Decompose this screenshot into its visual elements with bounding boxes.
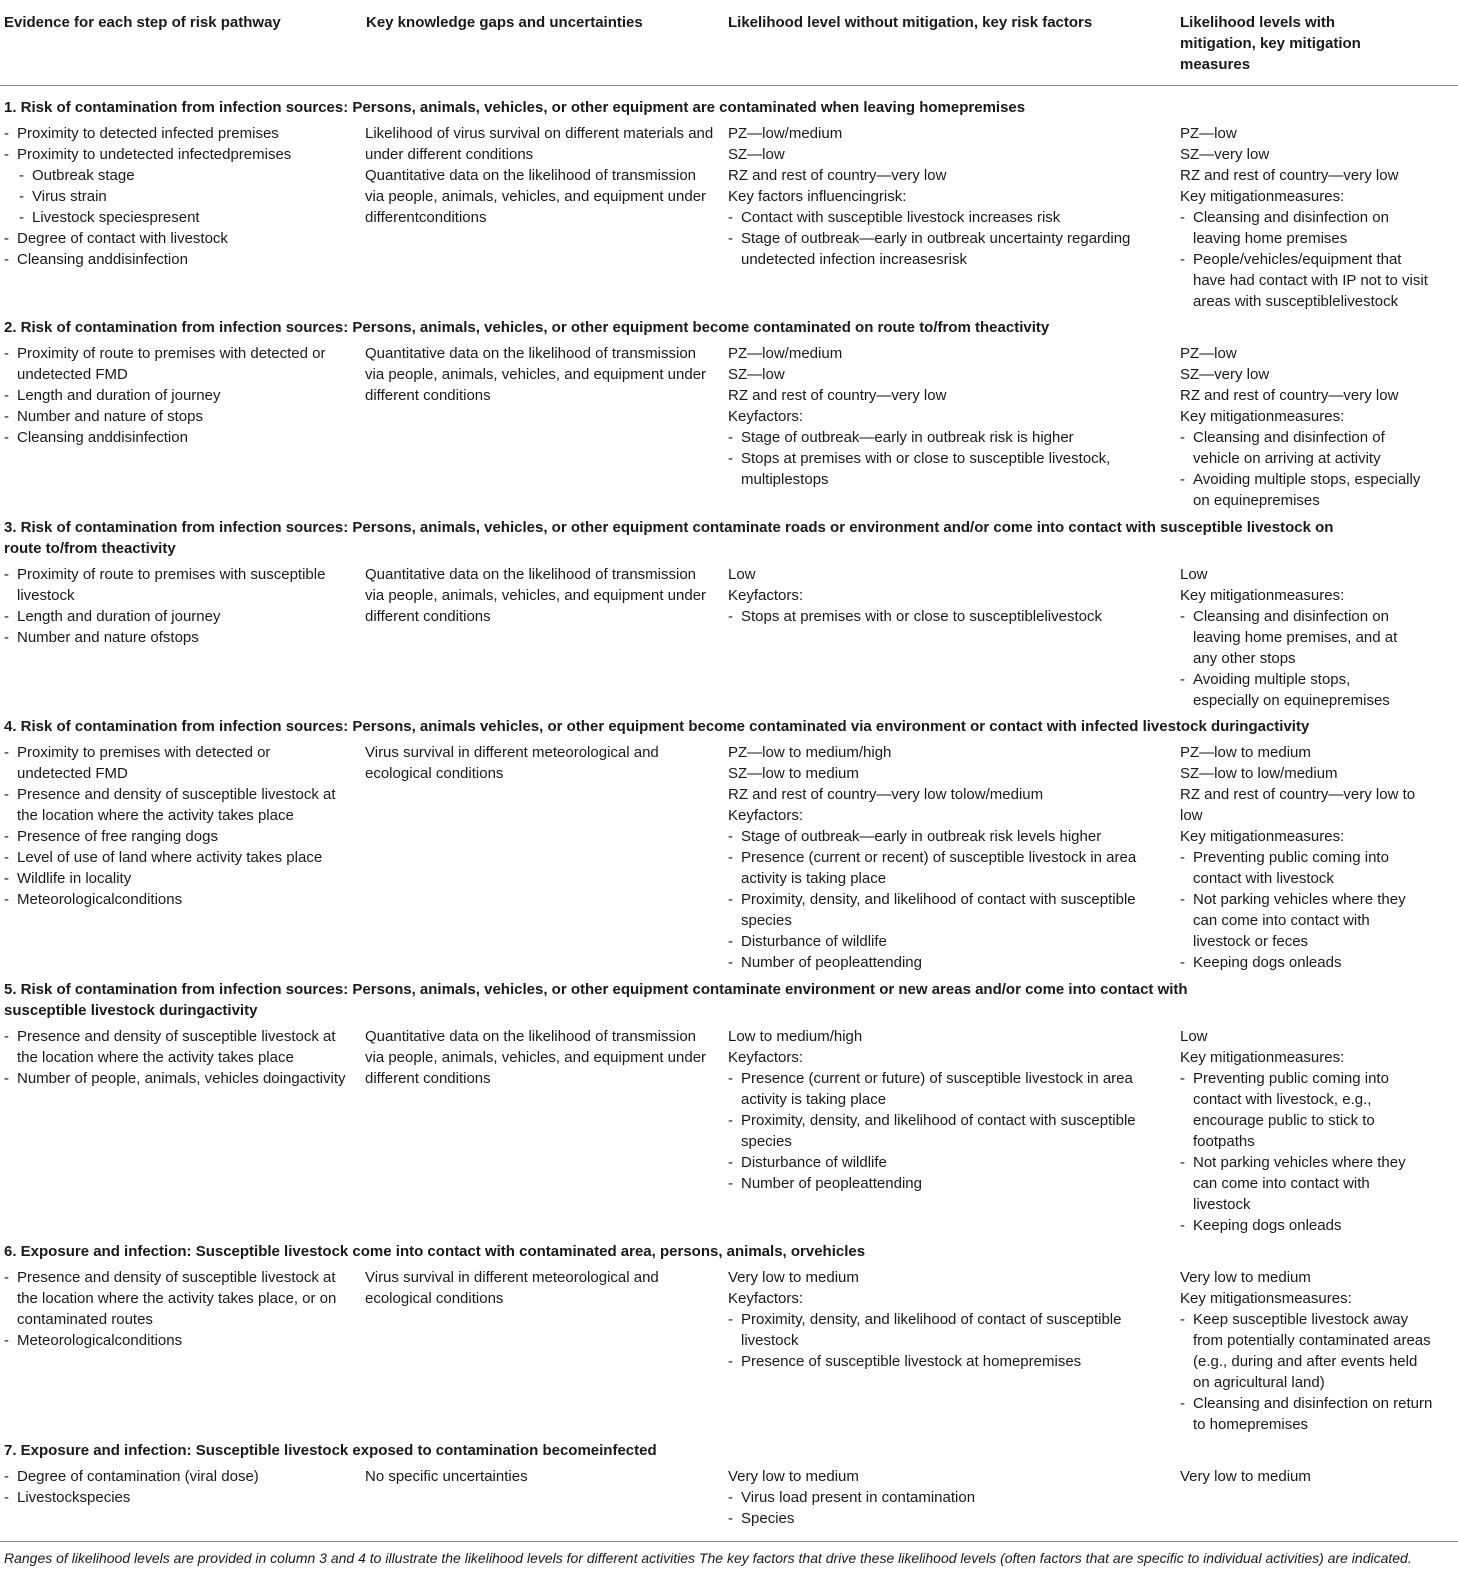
header-col4-line: mitigation, key mitigation bbox=[1180, 35, 1361, 52]
list-item: - Presence and density of susceptible livestock at bbox=[4, 1026, 354, 1047]
cell-text: via people, animals, vehicles, and equipment under bbox=[365, 188, 707, 205]
list-item: - Level of use of land where activity takes place bbox=[4, 847, 354, 868]
list-item: - Cleansing and disinfection on bbox=[1180, 606, 1455, 627]
section-column-2 bbox=[365, 1026, 720, 1089]
section-column-1 bbox=[4, 1466, 354, 1508]
list-item: - Keep susceptible livestock away bbox=[1180, 1309, 1455, 1330]
cell-text: Key mitigationmeasures: bbox=[1180, 408, 1345, 425]
list-item: - Livestockspecies bbox=[4, 1487, 354, 1508]
list-item-continuation: to homepremises bbox=[1193, 1416, 1309, 1433]
cell-text: Key mitigationsmeasures: bbox=[1180, 1290, 1352, 1307]
list-item: - Preventing public coming into bbox=[1180, 847, 1455, 868]
cell-text: Low bbox=[1180, 1028, 1208, 1045]
list-item: - Proximity to undetected infectedpremises bbox=[4, 144, 354, 165]
section-column-3 bbox=[728, 1026, 1158, 1194]
cell-text: Quantitative data on the likelihood of transmission bbox=[365, 345, 697, 362]
section-title: 5. Risk of contamination from infection sources: Persons, animals, vehicles, or other equipment contaminate environment or new areas and/or come into contact with bbox=[4, 981, 1188, 998]
cell-text: different conditions bbox=[365, 608, 491, 625]
cell-text: Low bbox=[1180, 566, 1208, 583]
cell-text: PZ—low/medium bbox=[728, 345, 843, 362]
list-item: - Presence of free ranging dogs bbox=[4, 826, 354, 847]
list-item-continuation: vehicle on arriving at activity bbox=[1193, 450, 1381, 467]
header-col4-line: measures bbox=[1180, 56, 1251, 73]
list-item: - Proximity, density, and likelihood of contact with susceptible bbox=[728, 1110, 1158, 1131]
section-column-1 bbox=[4, 742, 354, 910]
cell-text: ecological conditions bbox=[365, 765, 504, 782]
section-column-1 bbox=[4, 564, 354, 648]
section-column-2 bbox=[365, 123, 720, 228]
cell-text: under different conditions bbox=[365, 146, 534, 163]
cell-text: Very low to medium bbox=[1180, 1269, 1311, 1286]
list-item-continuation: leaving home premises, and at bbox=[1193, 629, 1398, 646]
section-column-2 bbox=[365, 343, 720, 406]
header-likelihood-with-mitigation bbox=[1180, 12, 1361, 75]
list-item: - Virus load present in contamination bbox=[728, 1487, 1158, 1508]
cell-text: PZ—low to medium bbox=[1180, 744, 1311, 761]
list-item: - Length and duration of journey bbox=[4, 385, 354, 406]
header-likelihood-without-mitigation: Likelihood level without mitigation, key risk factors bbox=[728, 14, 1093, 31]
section-column-3 bbox=[728, 564, 1158, 627]
cell-text: different conditions bbox=[365, 1070, 491, 1087]
section-column-2 bbox=[365, 742, 720, 784]
cell-text: Keyfactors: bbox=[728, 408, 804, 425]
list-item: - Meteorologicalconditions bbox=[4, 889, 354, 910]
list-item: - People/vehicles/equipment that bbox=[1180, 249, 1455, 270]
cell-text: SZ—low to medium bbox=[728, 765, 859, 782]
list-item: - Not parking vehicles where they bbox=[1180, 889, 1455, 910]
list-item: - Degree of contamination (viral dose) bbox=[4, 1466, 354, 1487]
cell-text: via people, animals, vehicles, and equipment under bbox=[365, 366, 707, 383]
section-column-4 bbox=[1180, 1466, 1455, 1487]
section-column-1 bbox=[4, 123, 354, 270]
list-item: - Proximity of route to premises with detected or bbox=[4, 343, 354, 364]
section-title: 3. Risk of contamination from infection sources: Persons, animals, vehicles, or other equipment contaminate roads or environment and/or come into contact with susceptible livestock on bbox=[4, 519, 1334, 536]
list-item: - Outbreak stage bbox=[4, 165, 354, 186]
header-evidence: Evidence for each step of risk pathway bbox=[4, 14, 281, 31]
cell-text: via people, animals, vehicles, and equipment under bbox=[365, 1049, 707, 1066]
cell-text: Keyfactors: bbox=[728, 587, 804, 604]
cell-text: Low to medium/high bbox=[728, 1028, 863, 1045]
section-column-4 bbox=[1180, 343, 1455, 511]
list-item: - Proximity to premises with detected or bbox=[4, 742, 354, 763]
list-item-continuation: contact with livestock bbox=[1193, 870, 1334, 887]
list-item-continuation: species bbox=[741, 1133, 792, 1150]
section-column-1 bbox=[4, 343, 354, 448]
section-title: susceptible livestock duringactivity bbox=[4, 1002, 258, 1019]
list-item-continuation: especially on equinepremises bbox=[1193, 692, 1390, 709]
list-item: - Not parking vehicles where they bbox=[1180, 1152, 1455, 1173]
cell-text: SZ—low bbox=[728, 146, 785, 163]
list-item: - Number and nature ofstops bbox=[4, 627, 354, 648]
section-column-2 bbox=[365, 564, 720, 627]
cell-text: Key factors influencingrisk: bbox=[728, 188, 907, 205]
list-item-continuation: can come into contact with bbox=[1193, 912, 1370, 929]
list-item: - Avoiding multiple stops, especially bbox=[1180, 469, 1455, 490]
list-item-continuation: on agricultural land) bbox=[1193, 1374, 1325, 1391]
section-title: 2. Risk of contamination from infection sources: Persons, animals, vehicles, or other equipment become contaminated on route to/from theactivity bbox=[4, 319, 1050, 336]
section-title: 1. Risk of contamination from infection sources: Persons, animals, vehicles, or other equipment are contaminated when leaving homepremises bbox=[4, 99, 1026, 116]
list-item: - Preventing public coming into bbox=[1180, 1068, 1455, 1089]
cell-text: Key mitigationmeasures: bbox=[1180, 587, 1345, 604]
list-item-continuation: livestock bbox=[1193, 1196, 1251, 1213]
list-item: - Proximity to detected infected premises bbox=[4, 123, 354, 144]
list-item-continuation: areas with susceptiblelivestock bbox=[1193, 293, 1399, 310]
cell-text: No specific uncertainties bbox=[365, 1468, 528, 1485]
list-item: - Cleansing and disinfection on return bbox=[1180, 1393, 1455, 1414]
section-title: route to/from theactivity bbox=[4, 540, 176, 557]
list-item: - Contact with susceptible livestock increases risk bbox=[728, 207, 1158, 228]
list-item: - Presence (current or future) of susceptible livestock in area bbox=[728, 1068, 1158, 1089]
list-item-continuation: the location where the activity takes place, or on bbox=[17, 1290, 337, 1307]
list-item-continuation: have had contact with IP not to visit bbox=[1193, 272, 1428, 289]
list-item-continuation: undetected FMD bbox=[17, 366, 128, 383]
list-item: - Wildlife in locality bbox=[4, 868, 354, 889]
cell-text: SZ—low to low/medium bbox=[1180, 765, 1338, 782]
list-item-continuation: footpaths bbox=[1193, 1133, 1255, 1150]
section-column-1 bbox=[4, 1267, 354, 1351]
list-item: - Cleansing anddisinfection bbox=[4, 427, 354, 448]
cell-text: RZ and rest of country—very low bbox=[1180, 167, 1399, 184]
list-item-continuation: species bbox=[741, 912, 792, 929]
list-item-continuation: livestock or feces bbox=[1193, 933, 1309, 950]
section-title: 6. Exposure and infection: Susceptible livestock come into contact with contaminated area, persons, animals, orvehicles bbox=[4, 1243, 866, 1260]
cell-text: Quantitative data on the likelihood of transmission bbox=[365, 1028, 697, 1045]
list-item-continuation: livestock bbox=[741, 1332, 799, 1349]
section-column-4 bbox=[1180, 123, 1455, 312]
list-item-continuation: activity is taking place bbox=[741, 870, 887, 887]
list-item: - Cleansing and disinfection on bbox=[1180, 207, 1455, 228]
section-column-1 bbox=[4, 1026, 354, 1089]
list-item: - Keeping dogs onleads bbox=[1180, 952, 1455, 973]
cell-text: SZ—low bbox=[728, 366, 785, 383]
cell-text: Very low to medium bbox=[728, 1269, 859, 1286]
cell-text: Very low to medium bbox=[1180, 1468, 1311, 1485]
section-column-2 bbox=[365, 1267, 720, 1309]
cell-text: Likelihood of virus survival on different materials and bbox=[365, 125, 714, 142]
section-column-4 bbox=[1180, 742, 1455, 973]
list-item-continuation: activity is taking place bbox=[741, 1091, 887, 1108]
cell-text: PZ—low/medium bbox=[728, 125, 843, 142]
list-item-continuation: on equinepremises bbox=[1193, 492, 1320, 509]
list-item-continuation: the location where the activity takes place bbox=[17, 1049, 294, 1066]
list-item-continuation: encourage public to stick to bbox=[1193, 1112, 1375, 1129]
list-item: - Stops at premises with or close to susceptible livestock, bbox=[728, 448, 1158, 469]
list-item-continuation: from potentially contaminated areas bbox=[1193, 1332, 1431, 1349]
section-column-3 bbox=[728, 1466, 1158, 1529]
cell-text: SZ—very low bbox=[1180, 366, 1270, 383]
list-item: - Presence and density of susceptible livestock at bbox=[4, 784, 354, 805]
footer-rule bbox=[0, 1541, 1458, 1542]
cell-text: RZ and rest of country—very low bbox=[728, 387, 947, 404]
list-item: - Proximity of route to premises with susceptible bbox=[4, 564, 354, 585]
cell-text: Key mitigationmeasures: bbox=[1180, 1049, 1345, 1066]
list-item-continuation: any other stops bbox=[1193, 650, 1296, 667]
cell-text: PZ—low bbox=[1180, 345, 1237, 362]
list-item: - Proximity, density, and likelihood of contact of susceptible bbox=[728, 1309, 1158, 1330]
list-item: - Stops at premises with or close to susceptiblelivestock bbox=[728, 606, 1158, 627]
cell-text: RZ and rest of country—very low to bbox=[1180, 786, 1416, 803]
cell-text: RZ and rest of country—very low tolow/medium bbox=[728, 786, 1044, 803]
section-column-3 bbox=[728, 1267, 1158, 1372]
cell-text: Virus survival in different meteorological and bbox=[365, 744, 659, 761]
list-item-continuation: can come into contact with bbox=[1193, 1175, 1370, 1192]
list-item: - Presence (current or recent) of susceptible livestock in area bbox=[728, 847, 1158, 868]
list-item: - Number and nature of stops bbox=[4, 406, 354, 427]
section-title: 7. Exposure and infection: Susceptible livestock exposed to contamination becomeinfected bbox=[4, 1442, 657, 1459]
cell-text: Virus survival in different meteorological and bbox=[365, 1269, 659, 1286]
list-item-continuation: (e.g., during and after events held bbox=[1193, 1353, 1418, 1370]
cell-text: SZ—very low bbox=[1180, 146, 1270, 163]
list-item-continuation: contaminated routes bbox=[17, 1311, 153, 1328]
cell-text: Keyfactors: bbox=[728, 1290, 804, 1307]
list-item: - Disturbance of wildlife bbox=[728, 931, 1158, 952]
section-column-3 bbox=[728, 123, 1158, 270]
list-item: - Cleansing and disinfection of bbox=[1180, 427, 1455, 448]
list-item: - Keeping dogs onleads bbox=[1180, 1215, 1455, 1236]
cell-text: Keyfactors: bbox=[728, 807, 804, 824]
header-rule bbox=[0, 85, 1458, 86]
cell-text: PZ—low bbox=[1180, 125, 1237, 142]
list-item-continuation: livestock bbox=[17, 587, 75, 604]
cell-text: RZ and rest of country—very low bbox=[1180, 387, 1399, 404]
list-item: - Presence of susceptible livestock at homepremises bbox=[728, 1351, 1158, 1372]
section-column-4 bbox=[1180, 1267, 1455, 1435]
list-item: - Disturbance of wildlife bbox=[728, 1152, 1158, 1173]
cell-text: Very low to medium bbox=[728, 1468, 859, 1485]
cell-text: Key mitigationmeasures: bbox=[1180, 188, 1345, 205]
cell-text: different conditions bbox=[365, 387, 491, 404]
cell-text: Keyfactors: bbox=[728, 1049, 804, 1066]
cell-text: ecological conditions bbox=[365, 1290, 504, 1307]
list-item: - Species bbox=[728, 1508, 1158, 1529]
cell-text: Low bbox=[728, 566, 756, 583]
list-item-continuation: multiplestops bbox=[741, 471, 829, 488]
list-item: - Proximity, density, and likelihood of contact with susceptible bbox=[728, 889, 1158, 910]
list-item: - Stage of outbreak—early in outbreak risk is higher bbox=[728, 427, 1158, 448]
section-column-2 bbox=[365, 1466, 720, 1487]
cell-text: low bbox=[1180, 807, 1203, 824]
list-item: - Degree of contact with livestock bbox=[4, 228, 354, 249]
header-col4-line: Likelihood levels with bbox=[1180, 14, 1336, 31]
list-item: - Presence and density of susceptible livestock at bbox=[4, 1267, 354, 1288]
section-column-4 bbox=[1180, 1026, 1455, 1236]
list-item-continuation: contact with livestock, e.g., bbox=[1193, 1091, 1372, 1108]
list-item: - Virus strain bbox=[4, 186, 354, 207]
cell-text: RZ and rest of country—very low bbox=[728, 167, 947, 184]
section-title: 4. Risk of contamination from infection sources: Persons, animals vehicles, or other equipment become contaminated via environment or contact with infected livestock duringactivity bbox=[4, 718, 1310, 735]
list-item-continuation: undetected infection increasesrisk bbox=[741, 251, 967, 268]
table-footnote: Ranges of likelihood levels are provided in column 3 and 4 to illustrate the likelihood levels for different activities The key factors that drive these likelihood levels (often factors that are specific to individual activities) are indicated. bbox=[4, 1550, 1412, 1566]
list-item: - Number of people, animals, vehicles doingactivity bbox=[4, 1068, 354, 1089]
list-item-continuation: undetected FMD bbox=[17, 765, 128, 782]
section-column-3 bbox=[728, 742, 1158, 973]
list-item: - Stage of outbreak—early in outbreak uncertainty regarding bbox=[728, 228, 1158, 249]
section-column-4 bbox=[1180, 564, 1455, 711]
list-item-continuation: the location where the activity takes place bbox=[17, 807, 294, 824]
list-item-continuation: leaving home premises bbox=[1193, 230, 1348, 247]
section-column-3 bbox=[728, 343, 1158, 490]
list-item: - Avoiding multiple stops, bbox=[1180, 669, 1455, 690]
cell-text: differentconditions bbox=[365, 209, 487, 226]
cell-text: Key mitigationmeasures: bbox=[1180, 828, 1345, 845]
list-item: - Number of peopleattending bbox=[728, 1173, 1158, 1194]
cell-text: PZ—low to medium/high bbox=[728, 744, 892, 761]
list-item: - Livestock speciespresent bbox=[4, 207, 354, 228]
cell-text: Quantitative data on the likelihood of transmission bbox=[365, 167, 697, 184]
header-knowledge-gaps: Key knowledge gaps and uncertainties bbox=[366, 14, 643, 31]
list-item: - Number of peopleattending bbox=[728, 952, 1158, 973]
list-item: - Stage of outbreak—early in outbreak risk levels higher bbox=[728, 826, 1158, 847]
list-item: - Length and duration of journey bbox=[4, 606, 354, 627]
cell-text: via people, animals, vehicles, and equipment under bbox=[365, 587, 707, 604]
list-item: - Meteorologicalconditions bbox=[4, 1330, 354, 1351]
list-item: - Cleansing anddisinfection bbox=[4, 249, 354, 270]
cell-text: Quantitative data on the likelihood of transmission bbox=[365, 566, 697, 583]
